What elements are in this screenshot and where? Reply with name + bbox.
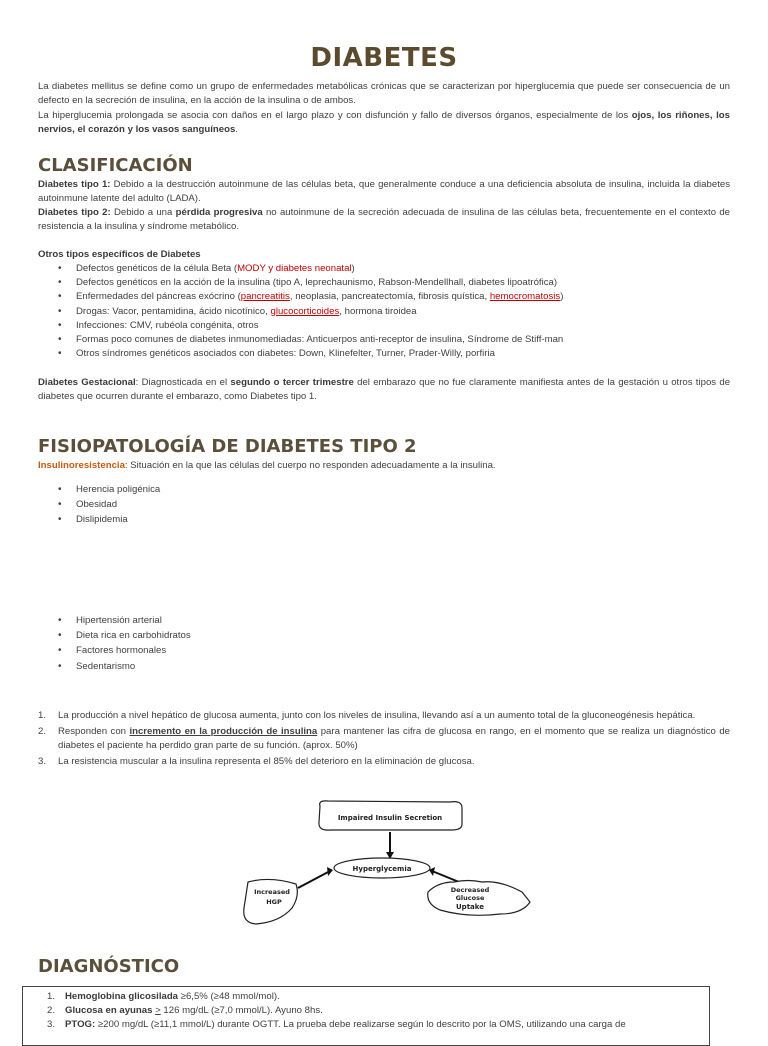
tipo2-paragraph [38,206,730,234]
list-item-text: Herencia poligénica [76,484,161,495]
intro-paragraph-1: La diabetes mellitus se define como un grupo de enfermedades metabólicas crónicas que se caracterizan por hiperglucemia que puede ser consecuencia de un defecto en la secreción de insulina, en la acción de la insulina o de ambos. [38,81,730,106]
insulinoresistencia-paragraph [38,459,730,473]
list-item-text: Factores hormonales [76,645,167,657]
factors-list-2 [38,614,730,674]
impaired-secretion-label: Impaired Insulin Secretion [337,814,443,822]
list-item [38,725,730,753]
gestacional-text-pre: : Diagnosticada en el [135,377,231,388]
list-item-text: Obesidad [76,499,118,511]
list-item-text: Formas poco comunes de diabetes inmunomediadas: Anticuerpos anti-receptor de insulina, Síndrome de Stiff-man [76,333,564,345]
gestacional-paragraph [38,376,730,404]
list-item [38,483,730,497]
otros-list [38,262,730,361]
factors-list-1 [38,483,730,528]
intro-p2-bold: ojos, los riñones, los nervios, el corazón y los vasos sanguíneos [38,110,730,135]
page-title: DIABETES [310,43,458,73]
hyperglycemia-label: Hyperglycemia [352,865,412,873]
list-item-text: , hormona tiroidea [339,305,417,317]
otros-heading-text: Otros tipos específicos de Diabetes [38,249,201,260]
list-item [38,513,730,527]
list-item [41,1018,691,1032]
list-item-highlight: MODY y diabetes neonatal [237,263,352,274]
list-item-text: Infecciones: CMV, rubéola congénita, otros [76,319,259,331]
list-number: 2. [47,1005,56,1016]
intro-paragraph-2 [38,109,730,137]
list-item-emphasis: incremento en la producción de insulina [129,726,318,737]
list-item [38,290,730,304]
increased-label: Increased [254,888,290,896]
list-item [38,644,730,658]
tipo1-label: Diabetes tipo 1: [38,179,111,190]
list-number: 2. [38,726,47,737]
list-item-text: ≥200 mg/dL (≥11,1 mmol/L) durante OGTT. La prueba debe realizarse según lo descrito por la OMS, utilizando una carga de [95,1019,626,1030]
diagnostico-box [22,986,710,1046]
list-item [38,660,730,674]
list-item-text: Responden con [58,726,130,737]
list-number: 1. [47,991,56,1002]
list-item-text: ≥6,5% (≥48 mmol/mol). [178,991,280,1002]
hgp-label: HGP [266,898,282,906]
list-item [41,990,691,1004]
list-item [38,319,730,333]
gestacional-label: Diabetes Gestacional [38,377,136,388]
list-item-text: para mantener las cifra de glucosa en rango, en el momento que se realiza un diagnóstico de diabetes el paciente ha perdido gran parte de su función. (aprox. 50%) [58,726,730,751]
list-item-text: Dislipidemia [76,514,128,526]
list-item-text: Defectos genéticos en la acción de la insulina (tipo A, leprechaunismo, Rabson-Mendellhall, diabetes lipoatrófica) [76,277,558,289]
list-item [41,1004,691,1018]
gestacional-bold: segundo o tercer trimestre [230,377,354,388]
arrow-left-head [327,867,333,876]
list-item [38,614,730,628]
list-item-text: Defectos genéticos de la célula Beta ( [76,263,238,274]
list-item-text: ) [351,263,355,274]
list-item-text: Otros síndromes genéticos asociados con diabetes: Down, Klinefelter, Turner, Prader-Willy, porfiria [76,348,495,360]
list-item [38,333,730,347]
list-item-text: La producción a nivel hepático de glucosa aumenta, junto con los niveles de insulina, llevando así a un aumento total de la gluconeogénesis hepática. [58,710,696,721]
list-item-bold: Hemoglobina glicosilada [65,991,179,1002]
intro-p2-end: . [235,124,238,135]
list-item [38,709,730,723]
diagram-svg [200,796,540,928]
insulinoresistencia-text: : Situación en la que las células del cuerpo no responden adecuadamente a la insulina. [124,460,496,471]
list-item [38,262,730,276]
gestacional-text-post: del embarazo que no fue claramente manifiesta antes de la gestación u otros tipos de diabetes que ocurren durante el embarazo, como Diabetes tipo 1. [38,377,731,402]
section-heading-clasificacion: CLASIFICACIÓN [38,155,193,176]
list-item [38,755,730,769]
fisio-numbered-list [38,709,730,769]
glucose-label: Glucose [455,894,485,902]
list-item-text: Drogas: Vacor, pentamidina, ácido nicotínico, [76,305,271,317]
list-item-text: La resistencia muscular a la insulina representa el 85% del deterioro en la eliminación de glucosa. [58,756,475,767]
list-item-text: 126 mg/dL (≥7,0 mmol/L). Ayuno 8hs. [160,1005,323,1016]
list-item-symbol: > [155,1005,161,1016]
pathophysiology-diagram [200,796,540,933]
list-item [38,276,730,290]
list-number: 3. [47,1019,56,1030]
list-number: 1. [38,710,47,721]
list-item-text: Hipertensión arterial [76,615,162,626]
intro-p2-text: La hiperglucemia prolongada se asocia con daños en el largo plazo y con disfunción y fallo de diversos órganos, especialmente de los [38,110,632,121]
diagnostico-list [41,990,691,1032]
list-item-bold: PTOG: [65,1019,96,1030]
list-item [38,498,730,512]
tipo2-bold: pérdida progresiva [175,207,263,218]
list-item [38,629,730,643]
decreased-label: Decreased [450,886,490,894]
list-item-text: Enfermedades del páncreas exócrino ( [76,291,241,303]
tipo2-text-post: no autoinmune de la secreción adecuada de insulina de las células beta, frecuentemente en el contexto de resistencia a la insulina y síndrome metabólico. [38,207,731,232]
list-item [38,347,730,361]
list-item-text: Sedentarismo [76,660,136,672]
otros-heading [38,248,730,262]
list-item-bold: Glucosa en ayunas [65,1005,153,1016]
link-glucocorticoides[interactable]: glucocorticoides [270,305,340,317]
tipo2-label: Diabetes tipo 2: [38,207,111,218]
tipo1-text: Debido a la destrucción autoinmune de las células beta, que generalmente conduce a una deficiencia absoluta de insulina, incluida la diabetes autoinmune latente del adulto (LADA). [38,179,730,204]
arrow-left [298,871,330,888]
section-heading-diagnostico: DIAGNÓSTICO [38,956,180,977]
list-item-text: , neoplasia, pancreatectomía, fibrosis quística, [289,291,490,303]
list-item-text: ) [560,291,564,303]
link-hemocromatosis[interactable]: hemocromatosis [489,291,561,303]
insulinoresistencia-label: Insulinoresistencia [38,460,125,471]
list-item-text: Dieta rica en carbohidratos [76,630,191,642]
tipo2-text-pre: Debido a una [110,207,176,218]
list-item [38,305,730,319]
section-heading-fisiopatologia: FISIOPATOLOGÍA DE DIABETES TIPO 2 [38,436,417,457]
uptake-label: Uptake [456,903,484,911]
link-pancreatitis[interactable]: pancreatitis [240,291,290,303]
tipo1-paragraph [38,178,730,206]
list-number: 3. [38,756,47,767]
